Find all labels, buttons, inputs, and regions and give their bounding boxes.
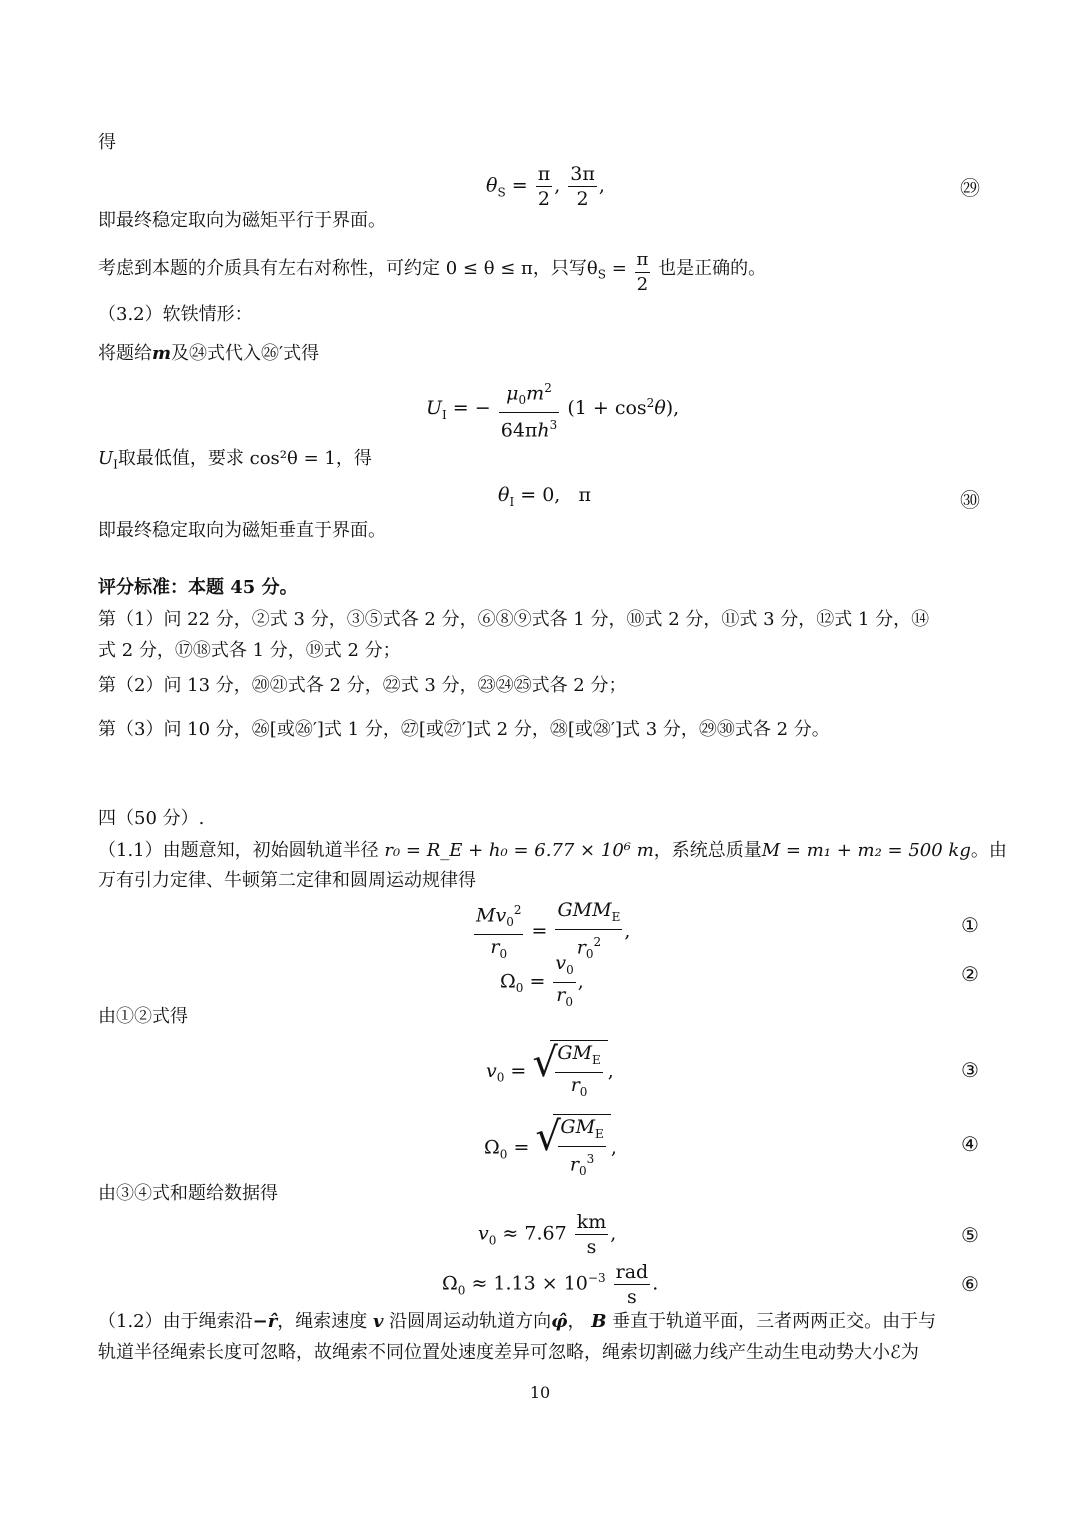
p11-b: ，系统总质量 xyxy=(653,840,762,861)
equation-6: $\Omega_0 \approx 1.13 \times 10^{-3}$ $\frac{\text{rad}}{s}$ . xyxy=(442,1261,659,1308)
scoring-title: 评分标准：本题 45 分。 xyxy=(98,577,298,598)
r0-expression: r₀ = R_E + h₀ = 6.77 × 10⁶ m xyxy=(384,840,654,861)
scoring-line-1: 第（1）问 22 分，②式 3 分，③⑤式各 2 分，⑥⑧⑨式各 1 分，⑩式 2 分，⑪式 3 分，⑫式 1 分，⑭ xyxy=(98,609,930,630)
equation-2: $\Omega_0$ = $\frac{v_0}{r_0}$ , xyxy=(500,952,584,1009)
text-ui-min: $U_I$取最低值，要求 cos²θ = 1，得 xyxy=(98,448,372,472)
section-3-2-title: （3.2）软铁情形： xyxy=(98,304,253,325)
p12-e: 垂直于轨道平面，三者两两正交。由于与 xyxy=(612,1311,937,1332)
text-theta-s-note: 即最终稳定取向为磁矩平行于界面。 xyxy=(98,210,386,231)
p12-a: （1.2）由于绳索沿 xyxy=(98,1311,253,1332)
eq-number-1: ① xyxy=(961,913,979,937)
equation-u-i: $U_I$ = − $\frac{\mu_0m^2}{64\pi h^3}$ $(1 + \cos^2\theta)$, xyxy=(426,376,679,442)
omega-value: 1.13 × 10 xyxy=(493,1272,588,1295)
text-symmetry: 考虑到本题的介质具有左右对称性，可约定 0 ≤ θ ≤ π，只写$\theta_S$ = $\frac{\pi}{2}$ 也是正确的。 xyxy=(98,249,767,295)
text-1-1 xyxy=(98,838,1007,864)
v0-value: 7.67 xyxy=(524,1222,567,1245)
v0-unit-bottom: s xyxy=(586,1236,597,1258)
eq-number-3: ③ xyxy=(961,1058,979,1082)
ui-min-text: 取最低值，要求 cos²θ = 1，得 xyxy=(117,448,372,469)
equation-4: $\Omega_0$ = √ $\frac{GM_E}{r_0^3}$ , xyxy=(484,1114,617,1183)
eq-number-29: ㉙ xyxy=(960,176,980,200)
mass-expression: M = m₁ + m₂ = 500 kg xyxy=(761,840,971,861)
eq-number-6: ⑥ xyxy=(961,1272,979,1296)
omega-exponent: −3 xyxy=(587,1271,606,1286)
equation-1: $\frac{Mv_0^2}{r_0}$ = $\frac{GMM_E}{r_0^2}$ , xyxy=(476,899,631,961)
p12-d: ， xyxy=(567,1311,586,1332)
omega-unit-bottom: s xyxy=(627,1286,637,1308)
text-1-2: （1.2）由于绳索沿−r̂，绳索速度 v 沿圆周运动轨道方向φ̂， B 垂直于轨道平面，三者两两正交。由于与 xyxy=(98,1311,937,1332)
equation-theta-i: $\theta_I = 0$, π xyxy=(498,484,591,509)
p11-a: （1.1）由题意知，初始圆轨道半径 xyxy=(98,840,379,861)
eq-number-30: ㉚ xyxy=(960,488,980,512)
scoring-line-3: 第（3）问 10 分，㉖[或㉖′]式 1 分，㉗[或㉗′]式 2 分，㉘[或㉘′]式 3 分，㉙㉚式各 2 分。 xyxy=(98,719,830,740)
scoring-line-2: 第（2）问 13 分，⑳㉑式各 2 分，㉒式 3 分，㉓㉔㉕式各 2 分； xyxy=(98,675,627,696)
substitute-part-b: 及㉔式代入㉖′式得 xyxy=(171,343,320,364)
equation-3: $v_0$ = √ $\frac{GM_E}{r_0}$ , xyxy=(486,1040,614,1104)
eq-number-2: ② xyxy=(961,962,979,986)
p12-c: 沿圆周运动轨道方向 xyxy=(389,1311,552,1332)
text-theta-i-note: 即最终稳定取向为磁矩垂直于界面。 xyxy=(98,520,386,541)
text-1-1-cont: 万有引力定律、牛顿第二定律和圆周运动规律得 xyxy=(98,870,476,891)
omega-unit-top: rad xyxy=(615,1261,649,1283)
v0-unit-top: km xyxy=(576,1211,607,1233)
eq-number-4: ④ xyxy=(961,1132,979,1156)
p12-b: ，绳索速度 xyxy=(277,1311,368,1332)
symmetry-part-a: 考虑到本题的介质具有左右对称性，可约定 0 ≤ θ ≤ π，只写θ xyxy=(98,258,598,279)
equation-5: $v_0 \approx 7.67$ $\frac{km}{s}$ , xyxy=(478,1211,617,1258)
text-1-2-cont: 轨道半径绳索长度可忽略，故绳索不同位置处速度差异可忽略，绳索切割磁力线产生动生电动势大小ℰ为 xyxy=(98,1342,919,1363)
substitute-part-a: 将题给 xyxy=(98,343,152,364)
symmetry-part-b: 也是正确的。 xyxy=(658,258,767,279)
eq-number-5: ⑤ xyxy=(961,1223,979,1247)
text-from-3-4: 由③④式和题给数据得 xyxy=(98,1183,278,1204)
page-number: 10 xyxy=(529,1383,551,1402)
text-from-1-2: 由①②式得 xyxy=(98,1006,188,1027)
section-4-title: 四（50 分）. xyxy=(98,808,205,829)
text-de: 得 xyxy=(98,132,116,153)
equation-theta-s: $\theta_S$ = $\frac{\pi}{2}$ , $\frac{3\pi}{2}$ , xyxy=(486,163,605,210)
text-substitute: 将题给m及㉔式代入㉖′式得 xyxy=(98,343,320,364)
p11-c: 。由 xyxy=(970,840,1007,861)
scoring-line-1b: 式 2 分，⑰⑱式各 1 分，⑲式 2 分； xyxy=(98,640,401,661)
